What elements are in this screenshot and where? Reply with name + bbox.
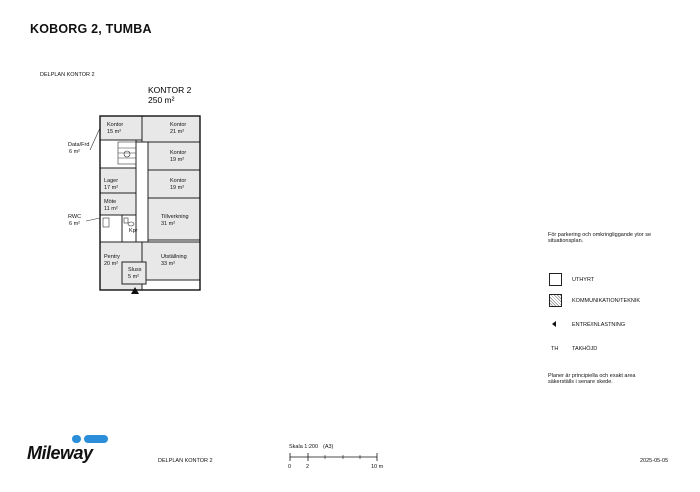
scale-tick: 10 m <box>371 464 384 470</box>
room-label: Kontor <box>170 178 187 184</box>
room-label: Kontor <box>170 122 187 128</box>
legend-label: UTHYRT <box>572 277 595 283</box>
page-title: KOBORG 2, TUMBA <box>30 22 152 36</box>
room-label: Tillverkning <box>161 214 189 220</box>
parking-note: För parkering och omkringliggande ytor se situationsplan. <box>548 232 652 245</box>
footer-plan-name: DELPLAN KONTOR 2 <box>158 458 213 464</box>
scale-bar <box>285 452 385 464</box>
room-kontor-19a <box>148 142 200 170</box>
room-label: Pentry <box>104 254 120 260</box>
legend-rented-swatch <box>549 273 562 286</box>
room-label: RWC <box>68 214 82 220</box>
legend-hatch-swatch <box>549 294 562 307</box>
unit-area: 250 m² <box>148 95 175 105</box>
room-area: 19 m² <box>170 157 185 163</box>
room-kontor-19b <box>148 170 200 198</box>
room-label: Utställning <box>161 254 187 260</box>
scale-tick: 2 <box>306 464 310 470</box>
room-kontor-15 <box>100 116 142 140</box>
plan-subtitle: DELPLAN KONTOR 2 <box>40 72 95 78</box>
room-label: Lager <box>104 178 119 184</box>
room-area: 11 m² <box>104 206 118 212</box>
room-rwc <box>100 215 122 242</box>
scale-label: Skala 1:200 <box>289 444 319 450</box>
room-area: 21 m² <box>170 129 185 135</box>
legend-label: KOMMUNIKATION/TEKNIK <box>572 298 641 304</box>
entry-triangle-icon <box>552 321 556 327</box>
corridor <box>136 142 148 242</box>
unit-name: KONTOR 2 <box>148 85 192 95</box>
legend-symbol-th: TH <box>551 346 559 352</box>
room-label: Kpr <box>129 228 138 234</box>
room-area: 15 m² <box>107 129 122 135</box>
room-label: Möte <box>104 199 117 205</box>
logo: Mileway <box>27 443 93 463</box>
room-label: Kontor <box>170 150 187 156</box>
scale-tick: 0 <box>288 464 292 470</box>
room-area: 6 m² <box>69 221 80 227</box>
room-area: 33 m² <box>161 261 176 267</box>
legend-label: ENTRÉ/INLASTNING <box>572 322 626 328</box>
room-area: 6 m² <box>69 149 80 155</box>
disclaimer-note: Planer är principiella och exakt area säkerställs i senare skede. <box>548 373 636 386</box>
room-sluss <box>122 262 146 284</box>
room-label: Data/Frd <box>68 142 90 148</box>
paper-size: (A3) <box>323 444 334 450</box>
room-area: 19 m² <box>170 185 185 191</box>
room-label: Sluss <box>128 267 142 273</box>
room-area: 17 m² <box>104 185 119 191</box>
legend-label: TAKHÖJD <box>572 346 598 352</box>
footer-date: 2025-05-05 <box>640 458 669 464</box>
room-area: 31 m² <box>161 221 176 227</box>
room-label: Kontor <box>107 122 124 128</box>
room-area: 20 m² <box>104 261 119 267</box>
room-area: 5 m² <box>128 274 139 280</box>
